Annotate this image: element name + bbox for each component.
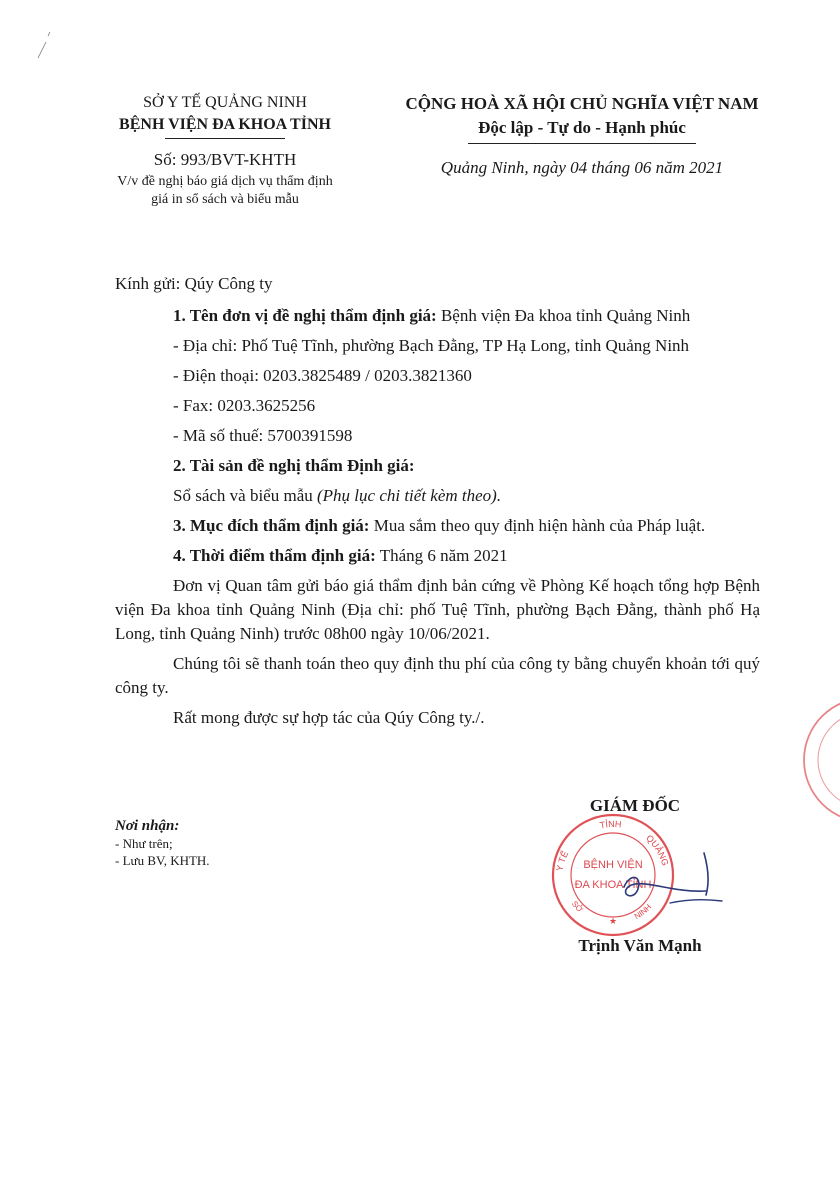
- stamp-star-icon: ★: [608, 917, 618, 927]
- handwritten-signature: [610, 845, 730, 915]
- section-1-value: Bệnh viện Đa khoa tỉnh Quảng Ninh: [436, 306, 691, 325]
- paragraph-submission: Đơn vị Quan tâm gửi báo giá thẩm định bản cứng về Phòng Kế hoạch tổng hợp Bệnh viện Đa khoa tỉnh Quảng Ninh (Địa chỉ: phố Tuệ Tĩnh, phường Bạch Đằng, thành phố Hạ Long, tỉnh Quảng Ninh) trước 08h00 ngày 10/06/2021.: [115, 576, 760, 643]
- svg-text:TỈNH: [599, 818, 622, 830]
- date-line: Quảng Ninh, ngày 04 tháng 06 năm 2021: [440, 158, 724, 177]
- section-2-appendix-note: (Phụ lục chi tiết kèm theo).: [317, 486, 502, 505]
- national-header: [372, 92, 792, 180]
- stamp-left-text: Y TẾ: [554, 849, 571, 872]
- section-2-value: [115, 484, 760, 508]
- subject-line-1: V/v đề nghị báo giá dịch vụ thẩm định: [117, 174, 333, 189]
- stamp-top-text: TỈNH: [598, 818, 622, 831]
- motto-underline: [468, 143, 696, 144]
- signer-name: Trịnh Văn Mạnh: [578, 936, 702, 955]
- recipient-item: - Như trên;: [115, 836, 173, 851]
- section-1-label: 1. Tên đơn vị đề nghị thẩm định giá:: [173, 306, 437, 325]
- stamp-bottom-right-text: NINH: [632, 902, 654, 922]
- organization-name: BỆNH VIỆN ĐA KHOA TỈNH: [119, 116, 331, 133]
- section-1: [115, 304, 760, 328]
- recipients-block: [115, 818, 210, 869]
- section-2-label: 2. Tài sản đề nghị thẩm Định giá:: [173, 456, 415, 475]
- paragraph-payment: Chúng tôi sẽ thanh toán theo quy định thu phí của công ty bằng chuyển khoản tới quý công ty.: [115, 654, 760, 697]
- national-title: CỘNG HOÀ XÃ HỘI CHỦ NGHĨA VIỆT NAM: [405, 94, 759, 113]
- phone-line: - Điện thoại: 0203.3825489 / 0203.3821360: [173, 366, 472, 385]
- department-name: SỞ Y TẾ QUẢNG NINH: [143, 94, 307, 111]
- stamp-right-text: QUẢNG: [644, 832, 671, 867]
- section-3: [115, 514, 760, 538]
- signer-title: GIÁM ĐỐC: [589, 796, 681, 815]
- issuer-header: [90, 92, 360, 209]
- recipients-title: Nơi nhận:: [115, 818, 180, 834]
- header-divider: [165, 138, 285, 139]
- svg-text:SỞ: [570, 899, 585, 914]
- section-4-label: 4. Thời điểm thẩm định giá:: [173, 546, 376, 565]
- stamp-bottom-left-text: SỞ: [569, 899, 585, 915]
- scan-mark: [34, 28, 58, 62]
- stamp-line-1: BỆNH VIỆN: [583, 859, 643, 871]
- salutation: Kính gửi: Qúy Công ty: [115, 274, 273, 293]
- tax-code-line: - Mã số thuế: 5700391598: [173, 426, 353, 445]
- section-3-value: Mua sắm theo quy định hiện hành của Pháp luật.: [369, 516, 706, 535]
- subject-line-2: giá in sổ sách và biểu mẫu: [151, 192, 299, 207]
- recipient-item: - Lưu BV, KHTH.: [115, 853, 210, 868]
- paragraph-closing: Rất mong được sự hợp tác của Qúy Công ty./.: [173, 708, 485, 727]
- fax-line: - Fax: 0203.3625256: [173, 396, 316, 415]
- document-number: Số: 993/BVT-KHTH: [153, 150, 297, 169]
- section-4: [115, 544, 760, 568]
- address-line: - Địa chỉ: Phố Tuệ Tĩnh, phường Bạch Đằng, TP Hạ Long, tỉnh Quảng Ninh: [173, 336, 690, 355]
- section-3-label: 3. Mục đích thẩm định giá:: [173, 516, 370, 535]
- stamp-line-2: ĐA KHOA TỈNH: [574, 879, 652, 891]
- letter-body: [115, 272, 760, 736]
- section-2-text: Sổ sách và biểu mẫu: [173, 486, 317, 505]
- section-4-value: Tháng 6 năm 2021: [375, 546, 508, 565]
- page-edge-stamp: [796, 690, 840, 830]
- national-motto: Độc lập - Tự do - Hạnh phúc: [478, 118, 686, 137]
